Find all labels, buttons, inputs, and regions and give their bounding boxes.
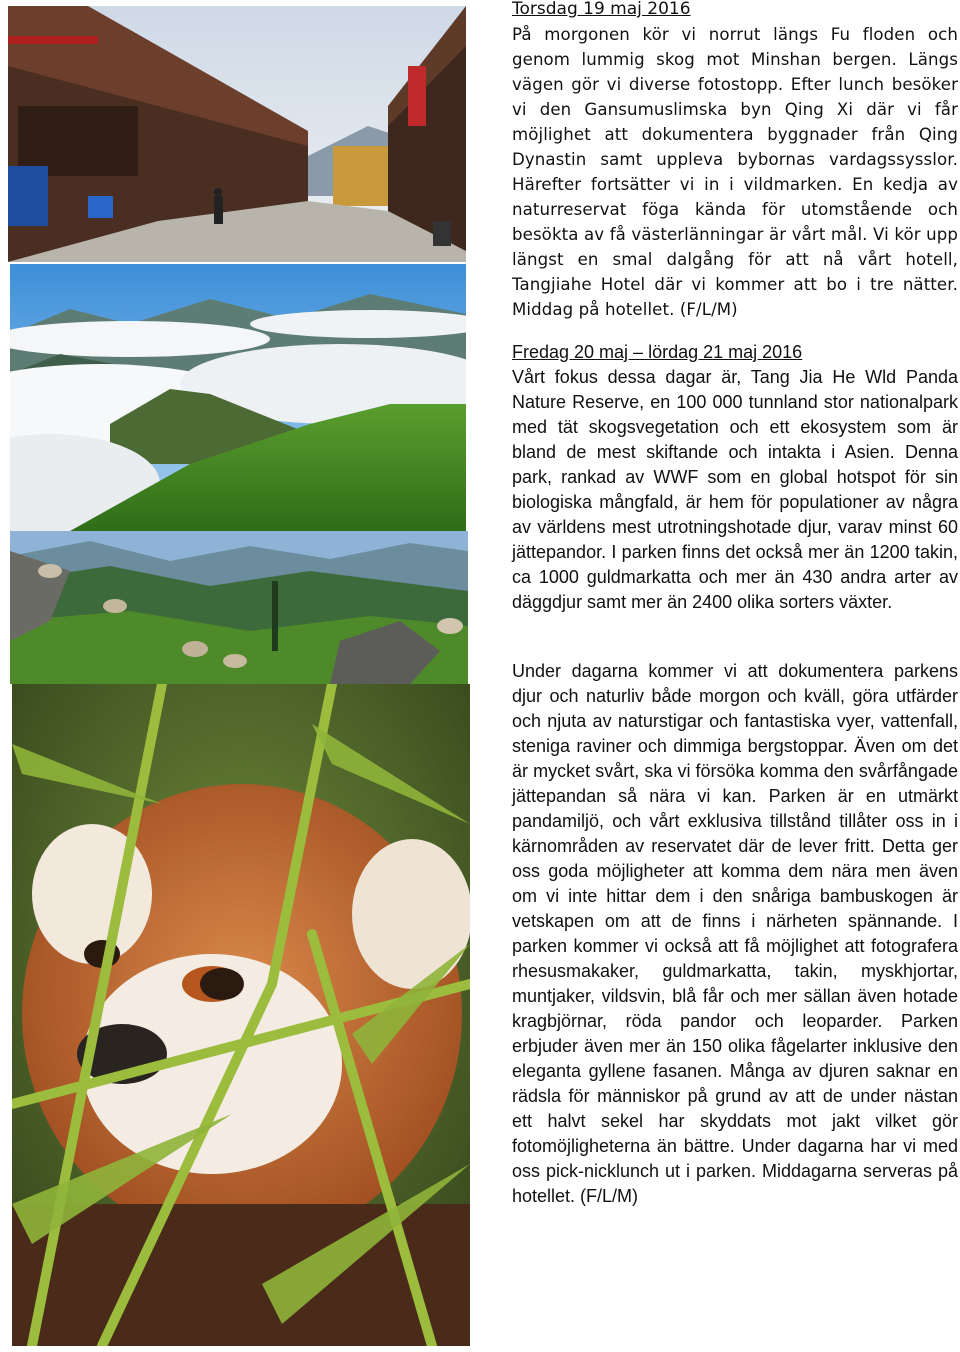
activities-paragraph: Under dagarna kommer vi att dokumentera parkens djur och naturliv både morgon och kväll, göra utfärder och njuta av naturstigar och fantastiska vyer, vattenfall, steniga raviner och dimmiga bergstoppar. Även om det är mycket svårt, ska vi försöka komma den svårfångade jättepandan så nära vi kan. Parken är en utmärkt pandamiljö, och vårt exklusiva tillstånd tillåter oss in i kärnområden av reservatet där de lever fritt. Detta ger oss goda möjligheter att komma dem nära men även om vi inte hittar dem i den snåriga bambuskogen är vetskapen om att de finns i närheten spännande. I parken kommer vi också att få möjlighet att fotografera rhesusmakaker, guldmarkatta, takin, myskhjortar, muntjaker, vildsvin, blå får och mer sällan även hotade kragbjörnar, röda pandor och leoparder. Parken erbjuder även mer än 150 olika fågelarter inklusive den eleganta gyllene fasanen. Många av djuren saknar en rädsla för människor på grund av att de under nästan ett halvt sekel har skyddats mot jakt vilket gör fotomöjligheterna än bättre. Under dagarna har vi med oss pick-nicklunch ut i parken. Middagarna serveras på hotellet. (F/L/M)	[512, 661, 958, 1206]
day-paragraph: Vårt fokus dessa dagar är, Tang Jia He Wld Panda Nature Reserve, en 100 000 tunnland stor nationalpark med tät skogsvegetation och ett ekosystem som är bland de mest skiftande och intakta i Asien. Denna park, rankad av WWF som en global hotspot för sin biologiska mångfald, är hem för populationer av några av världens mest utrotningshotade djur, varav minst 60 jättepandor. I parken finns det också mer än 1200 takin, ca 1000 guldmarkatta och mer än 430 andra arter av däggdjur samt mer än 2400 olika sorters växter.	[512, 367, 958, 612]
photo-red-panda	[12, 684, 470, 1346]
day-heading: Torsdag 19 maj 2016	[512, 0, 691, 19]
village-street-image	[8, 6, 466, 262]
park-activities-section	[512, 659, 958, 1209]
red-panda-image	[12, 684, 470, 1346]
photo-village-street	[8, 6, 466, 262]
photo-takin-herd	[10, 531, 468, 684]
photo-mountains-clouds	[10, 264, 466, 531]
takin-herd-image	[10, 531, 468, 684]
mountains-clouds-image	[10, 264, 466, 531]
day-section-19-may	[512, 0, 958, 322]
day-heading: Fredag 20 maj – lördag 21 maj 2016	[512, 342, 803, 362]
day-paragraph: På morgonen kör vi norrut längs Fu floden och genom lummig skog mot Minshan bergen. Längs vägen gör vi diverse fotostopp. Efter lunch besöker vi den Gansumuslimska byn Qing Xi där vi får möjlighet att dokumentera byggnader från Qing Dynastin samt uppleva bybornas vardagssysslor. Härefter fortsätter vi in i vildmarken. En kedja av naturreservat föga kända för utomstående och besökta av få västerlänningar är vårt mål. Vi kör upp längst en smal dalgång för att nå vårt hotell, Tangjiahe Hotel där vi kommer att bo i tre nätter. Middag på hotellet. (F/L/M)	[512, 25, 958, 319]
day-section-20-21-may	[512, 340, 958, 615]
